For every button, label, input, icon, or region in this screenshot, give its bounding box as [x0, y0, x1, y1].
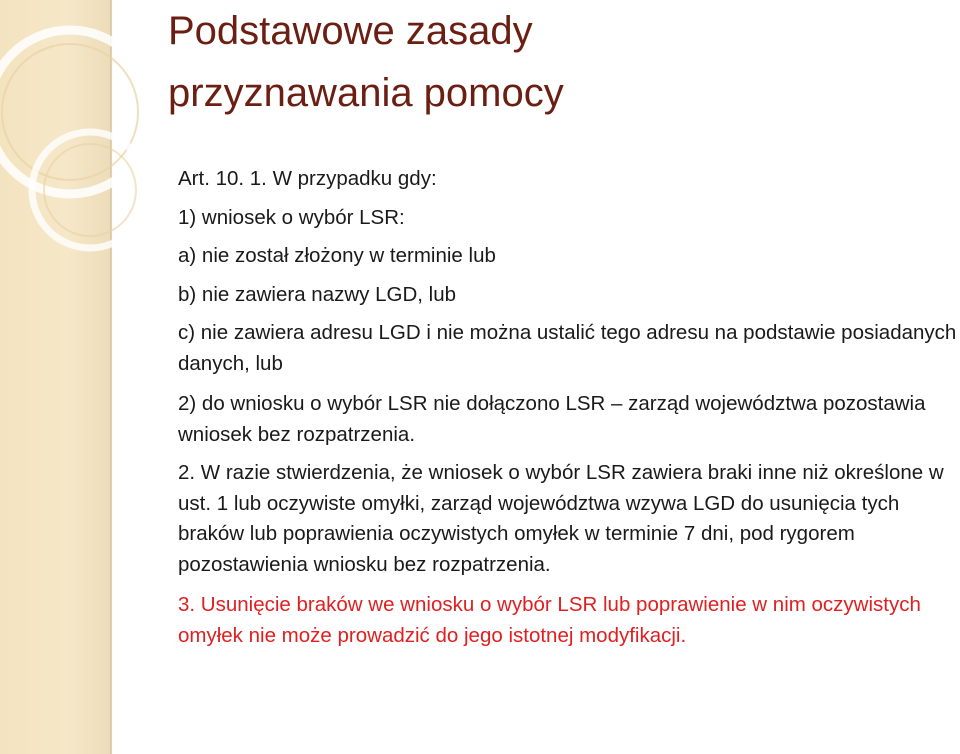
- paragraph-article: Art. 10. 1. W przypadku gdy:: [178, 167, 437, 190]
- title-line-2: przyznawania pomocy: [168, 71, 564, 115]
- paragraph-section-2: 2. W razie stwierdzenia, że wniosek o wybór LSR zawiera braki inne niż określone w ust. 1 lub oczywiste omyłki, zarząd województwa wzywa LGD do usunięcia tych braków lub poprawienia oczywistych omyłek w terminie 7 dni, pod rygorem pozostawienia wniosku bez rozpatrzenia.: [178, 461, 944, 576]
- paragraph-section-3: 3. Usunięcie braków we wniosku o wybór LSR lub poprawienie w nim oczywistych omyłek nie może prowadzić do jego istotnej modyfikacji.: [178, 593, 921, 647]
- title-line-1: Podstawowe zasady: [168, 9, 533, 53]
- page-title: [168, 0, 928, 124]
- decorative-circle-large: [0, 30, 152, 194]
- body-text: [178, 164, 958, 651]
- paragraph-point-2: 2) do wniosku o wybór LSR nie dołączono LSR – zarząd województwa pozostawia wniosek bez rozpatrzenia.: [178, 392, 926, 446]
- decorative-circle-large-inner: [2, 44, 138, 180]
- paragraph-point-a: a) nie został złożony w terminie lub: [178, 244, 496, 267]
- paragraph-point-c: c) nie zawiera adresu LGD i nie można ustalić tego adresu na podstawie posiadanych danych, lub: [178, 321, 957, 375]
- paragraph-point-b: b) nie zawiera nazwy LGD, lub: [178, 282, 457, 306]
- paragraph-point-1: 1) wniosek o wybór LSR:: [178, 205, 405, 229]
